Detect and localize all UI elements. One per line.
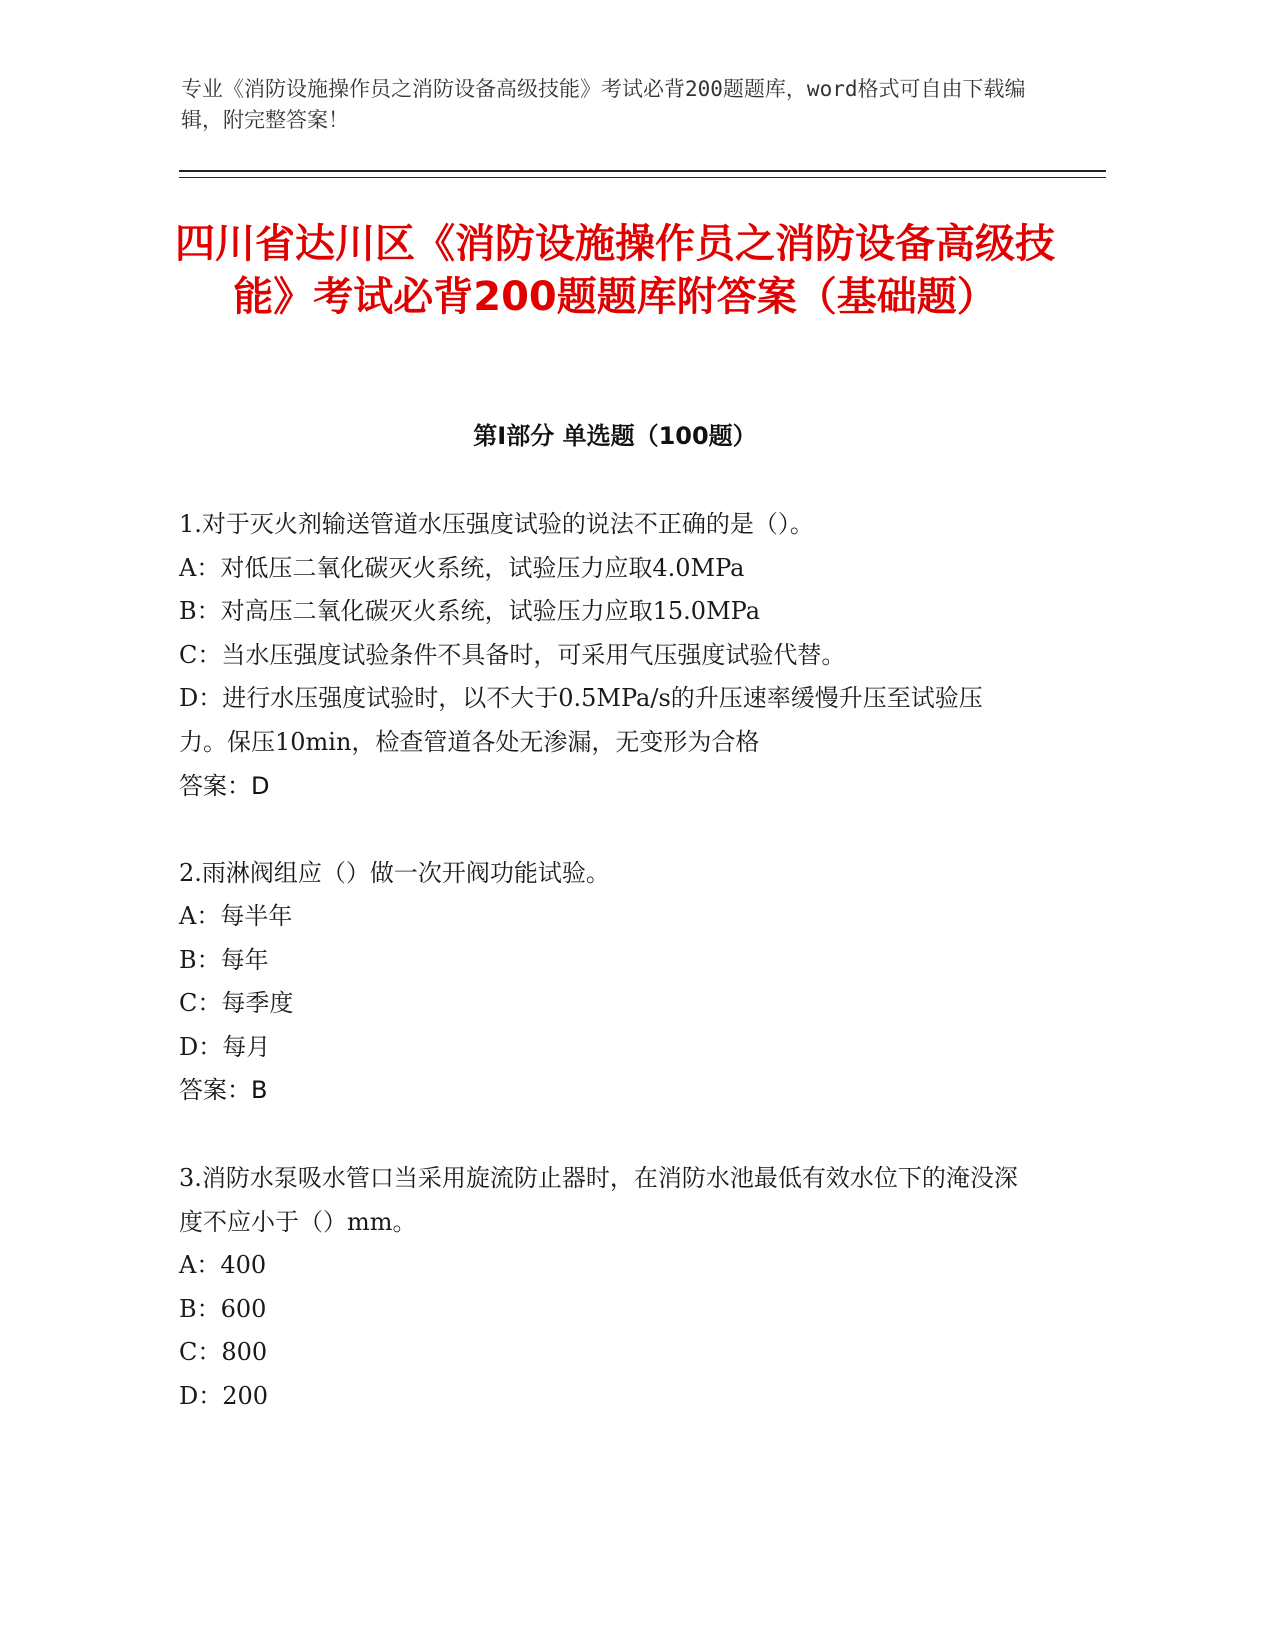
question-1-option-b: B：对高压二氧化碳灭火系统，试验压力应取15.0MPa: [179, 597, 761, 625]
question-1-option-a: A：对低压二氧化碳灭火系统，试验压力应取4.0MPa: [179, 554, 745, 582]
question-2-answer: 答案：B: [179, 1076, 268, 1104]
question-1-option-d: D：进行水压强度试验时，以不大于0.5MPa/s的升压速率缓慢升压至试验压力。保压10min，检查管道各处无渗漏，无变形为合格: [179, 684, 983, 756]
question-3-option-a: A：400: [179, 1251, 267, 1279]
question-1-text: 1.对于灭火剂输送管道水压强度试验的说法不正确的是（）。: [179, 510, 814, 538]
section-title: 第I部分 单选题（100题）: [473, 422, 757, 450]
question-3-option-d: D：200: [179, 1382, 269, 1410]
header-divider-thick: [179, 170, 1106, 172]
header-note: 专业《消防设施操作员之消防设备高级技能》考试必背200题题库，word格式可自由下载编辑，附完整答案！: [181, 77, 1026, 132]
question-1-answer: 答案：D: [179, 772, 270, 800]
question-2-option-a: A：每半年: [179, 902, 293, 930]
document-title: 四川省达川区《消防设施操作员之消防设备高级技能》考试必背200题题库附答案（基础题）: [175, 221, 1055, 320]
question-2-option-d: D：每月: [179, 1033, 271, 1061]
question-3-text: 3.消防水泵吸水管口当采用旋流防止器时，在消防水池最低有效水位下的淹没深度不应小于（）mm。: [179, 1164, 1018, 1236]
question-2-option-c: C：每季度: [179, 989, 294, 1017]
question-2-text: 2.雨淋阀组应（）做一次开阀功能试验。: [179, 859, 610, 887]
question-2-option-b: B：每年: [179, 946, 269, 974]
question-1-option-c: C：当水压强度试验条件不具备时，可采用气压强度试验代替。: [179, 641, 846, 669]
question-3-option-b: B：600: [179, 1295, 267, 1323]
question-3-option-c: C：800: [179, 1338, 268, 1366]
header-divider-thin: [179, 177, 1106, 178]
